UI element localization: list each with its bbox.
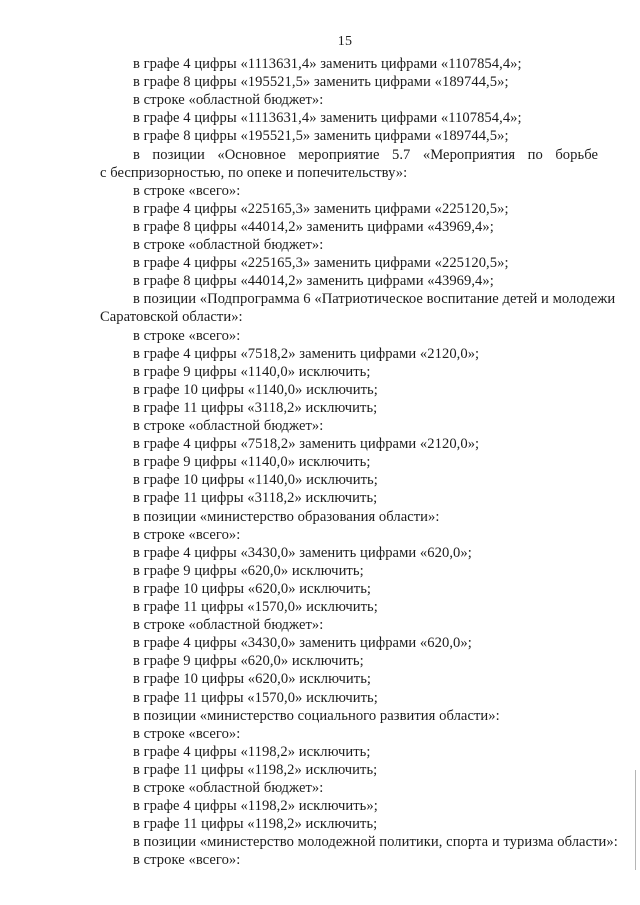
text-line: в графе 4 цифры «1198,2» исключить;: [133, 743, 371, 760]
text-line: в позиции «Основное мероприятие 5.7 «Мероприятия по борьбе: [133, 146, 598, 163]
text-line: Саратовской области»:: [100, 309, 243, 326]
text-line: с беспризорностью, по опеке и попечительству»:: [100, 164, 408, 181]
text-line: в графе 11 цифры «3118,2» исключить;: [133, 399, 378, 416]
text-line: в графе 11 цифры «1198,2» исключить;: [133, 816, 378, 833]
text-line: в строке «областной бюджет»:: [133, 237, 324, 253]
text-line: в графе 4 цифры «1113631,4» заменить цифрами «1107854,4»;: [133, 56, 522, 72]
scan-edge-mark: [635, 770, 636, 870]
text-line: в графе 11 цифры «3118,2» исключить;: [133, 490, 378, 507]
text-line: в графе 8 цифры «195521,5» заменить цифрами «189744,5»;: [133, 128, 509, 145]
text-line: в строке «областной бюджет»:: [133, 418, 324, 434]
text-line: в графе 8 цифры «195521,5» заменить цифрами «189744,5»;: [133, 74, 509, 91]
text-line: в графе 11 цифры «1570,0» исключить;: [133, 599, 378, 615]
text-line: в графе 9 цифры «1140,0» исключить;: [133, 454, 371, 471]
text-line: в позиции «министерство социального развития области»:: [133, 707, 500, 724]
text-line: в графе 11 цифры «1570,0» исключить;: [133, 689, 378, 706]
text-line: в графе 4 цифры «3430,0» заменить цифрами «620,0»;: [133, 635, 472, 652]
text-line: в строке «всего»:: [133, 852, 241, 869]
text-line: в графе 4 цифры «1113631,4» заменить цифрами «1107854,4»;: [133, 110, 522, 127]
text-line: в строке «областной бюджет»:: [133, 92, 324, 109]
text-line: в графе 4 цифры «7518,2» заменить цифрами «2120,0»;: [133, 345, 480, 362]
text-line: в графе 8 цифры «44014,2» заменить цифрами «43969,4»;: [133, 273, 494, 290]
text-line: в графе 9 цифры «620,0» исключить;: [133, 562, 364, 579]
text-line: в строке «всего»:: [133, 526, 241, 543]
text-line: в графе 10 цифры «1140,0» исключить;: [133, 472, 378, 489]
text-line: в графе 9 цифры «620,0» исключить;: [133, 653, 364, 670]
text-line: в графе 4 цифры «1198,2» исключить»;: [133, 798, 378, 815]
text-line: в строке «всего»:: [133, 725, 241, 742]
text-line: в строке «всего»:: [133, 327, 241, 344]
text-line: в графе 4 цифры «7518,2» заменить цифрами «2120,0»;: [133, 436, 480, 453]
text-line: в графе 9 цифры «1140,0» исключить;: [133, 363, 371, 380]
text-line: в графе 10 цифры «620,0» исключить;: [133, 580, 372, 597]
page-number: 15: [337, 34, 353, 49]
text-line: в графе 10 цифры «1140,0» исключить;: [133, 381, 378, 398]
text-line: в графе 11 цифры «1198,2» исключить;: [133, 761, 378, 778]
text-line: в строке «областной бюджет»:: [133, 780, 324, 796]
text-line: в строке «всего»:: [133, 182, 241, 199]
text-line: в позиции «Подпрограмма 6 «Патриотическое воспитание детей и молодежи: [133, 291, 616, 308]
text-line: в графе 10 цифры «620,0» исключить;: [133, 671, 372, 688]
text-line: в строке «областной бюджет»:: [133, 617, 324, 634]
text-line: в графе 4 цифры «3430,0» заменить цифрами «620,0»;: [133, 544, 472, 561]
text-line: в графе 4 цифры «225165,3» заменить цифрами «225120,5»;: [133, 200, 509, 217]
text-line: в графе 8 цифры «44014,2» заменить цифрами «43969,4»;: [133, 218, 494, 235]
text-line: в позиции «министерство образования области»:: [133, 508, 440, 525]
text-line: в графе 4 цифры «225165,3» заменить цифрами «225120,5»;: [133, 255, 509, 272]
text-line: в позиции «министерство молодежной политики, спорта и туризма области»:: [133, 834, 618, 851]
